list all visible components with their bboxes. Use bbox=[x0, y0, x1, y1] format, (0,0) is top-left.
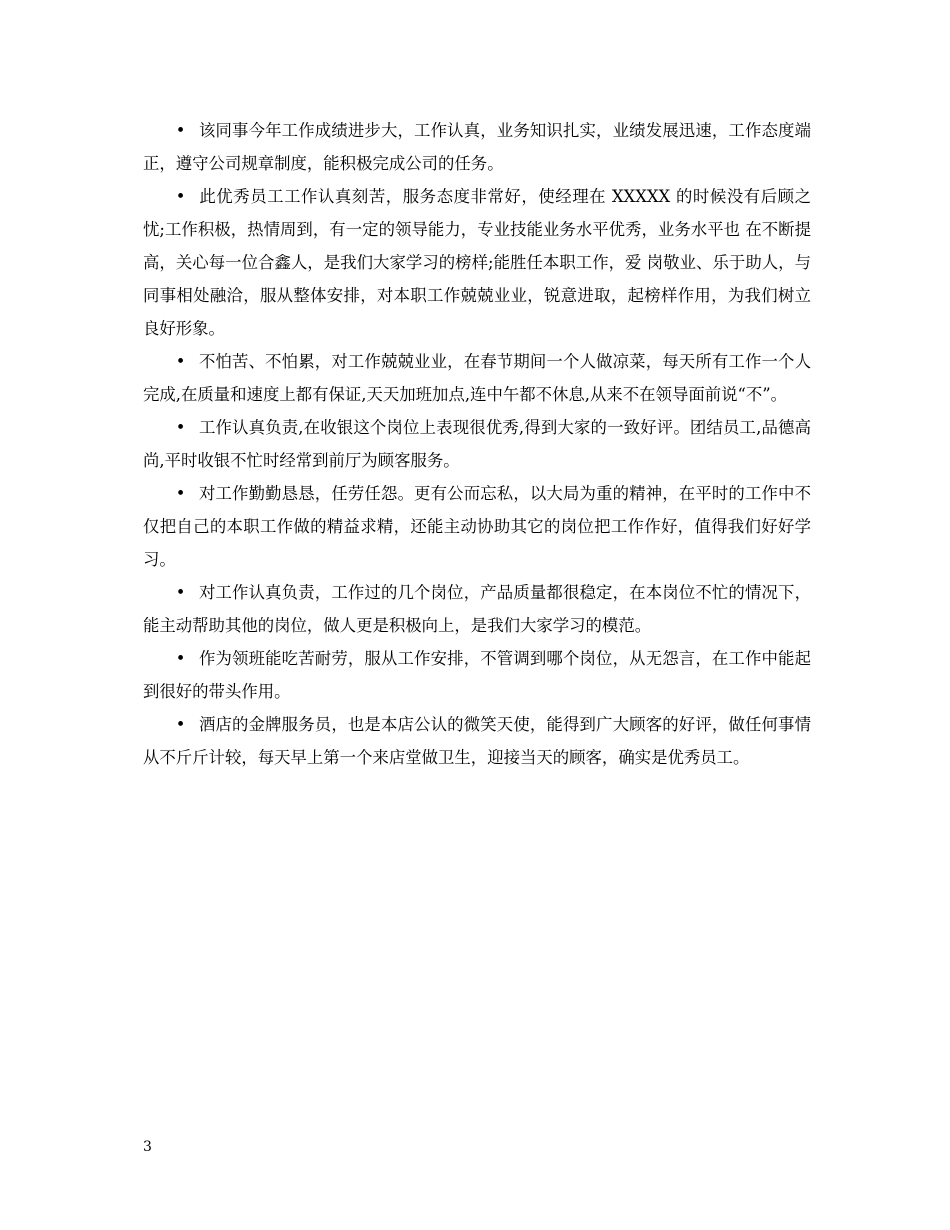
page-number: 3 bbox=[143, 1139, 152, 1155]
bullet-icon: • bbox=[175, 715, 186, 734]
bullet-paragraph-3 bbox=[143, 345, 811, 411]
bullet-paragraph-2 bbox=[143, 180, 811, 345]
bullet-paragraph-6 bbox=[143, 576, 811, 642]
document-body bbox=[143, 114, 811, 774]
paragraph-text: 工作认真负责,在收银这个岗位上表现很优秀,得到大家的一致好评。团结员工,品德高尚,平时收银不忙时经常到前厅为顾客服务。 bbox=[143, 418, 811, 470]
bullet-icon: • bbox=[175, 583, 186, 602]
paragraph-text: 作为领班能吃苦耐劳，服从工作安排，不管调到哪个岗位，从无怨言，在工作中能起到很好的带头作用。 bbox=[143, 649, 811, 701]
bullet-icon: • bbox=[175, 352, 186, 371]
paragraph-text: 对工作勤勤恳恳，任劳任怨。更有公而忘私，以大局为重的精神，在平时的工作中不仅把自己的本职工作做的精益求精，还能主动协助其它的岗位把工作作好，值得我们好好学习。 bbox=[143, 484, 811, 569]
bullet-icon: • bbox=[175, 187, 186, 206]
paragraph-text: 不怕苦、不怕累，对工作兢兢业业，在春节期间一个人做凉菜，每天所有工作一个人完成,在质量和速度上都有保证,天天加班加点,连中午都不休息,从来不在领导面前说“不”。 bbox=[143, 352, 811, 404]
bullet-icon: • bbox=[175, 649, 186, 668]
paragraph-text: 该同事今年工作成绩进步大，工作认真，业务知识扎实，业绩发展迅速，工作态度端正，遵守公司规章制度，能积极完成公司的任务。 bbox=[143, 121, 811, 173]
bullet-icon: • bbox=[175, 418, 186, 437]
bullet-icon: • bbox=[175, 484, 186, 503]
bullet-icon: • bbox=[175, 121, 186, 140]
paragraph-text: 此优秀员工工作认真刻苦，服务态度非常好，使经理在 XXXXX 的时候没有后顾之忧;工作积极，热情周到，有一定的领导能力，专业技能业务水平优秀，业务水平也 在不断提高，关心每一位合鑫人，是我们大家学习的榜样;能胜任本职工作，爱 岗敬业、乐于助人，与同事相处融洽，服从整体安排，对本职工作兢兢业业，锐意进取，起榜样作用，为我们树立良好形象。 bbox=[143, 187, 811, 338]
bullet-paragraph-4 bbox=[143, 411, 811, 477]
bullet-paragraph-8 bbox=[143, 708, 811, 774]
bullet-paragraph-7 bbox=[143, 642, 811, 708]
bullet-paragraph-1 bbox=[143, 114, 811, 180]
paragraph-text: 对工作认真负责，工作过的几个岗位，产品质量都很稳定，在本岗位不忙的情况下，能主动帮助其他的岗位，做人更是积极向上，是我们大家学习的模范。 bbox=[143, 583, 811, 635]
paragraph-text: 酒店的金牌服务员，也是本店公认的微笑天使，能得到广大顾客的好评，做任何事情从不斤斤计较，每天早上第一个来店堂做卫生，迎接当天的顾客，确实是优秀员工。 bbox=[143, 715, 811, 767]
bullet-paragraph-5 bbox=[143, 477, 811, 576]
